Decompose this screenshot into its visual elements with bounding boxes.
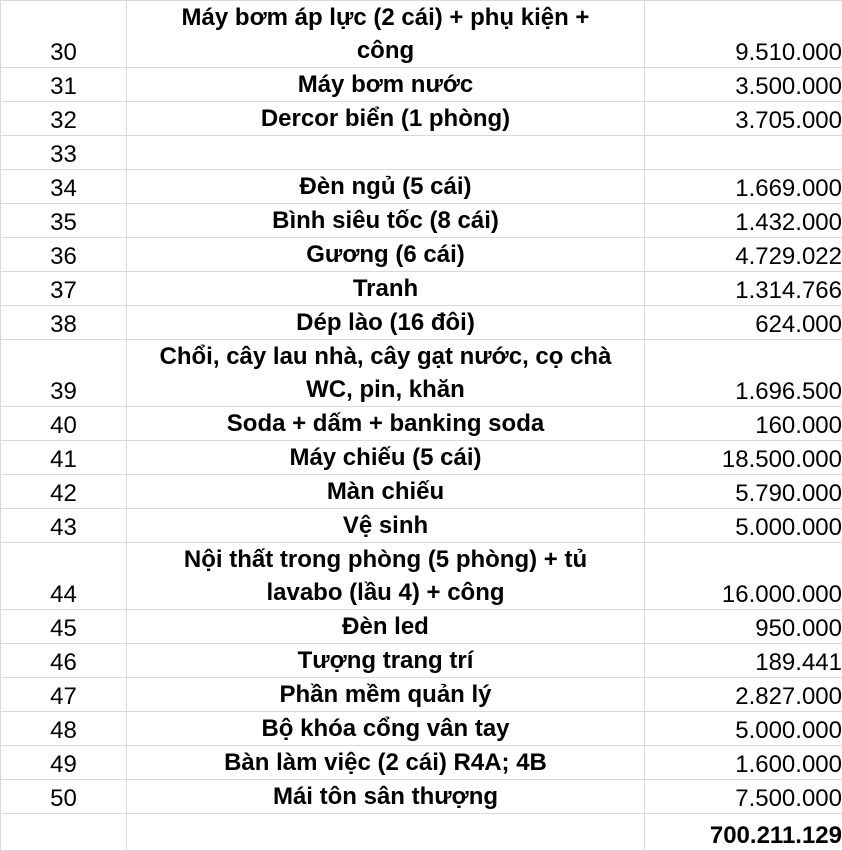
- table-row: [1, 306, 842, 340]
- table-body: [1, 1, 842, 851]
- item-text-line: WC, pin, khăn: [127, 373, 644, 406]
- item-text-line: Bộ khóa cổng vân tay: [127, 712, 644, 745]
- cell-row-number[interactable]: 35: [1, 204, 127, 238]
- cell-item-description[interactable]: [127, 102, 645, 136]
- cell-amount[interactable]: 1.432.000: [645, 204, 842, 238]
- cell-item-description[interactable]: [127, 678, 645, 712]
- cell-amount[interactable]: 3.705.000: [645, 102, 842, 136]
- cell-row-number[interactable]: 46: [1, 644, 127, 678]
- table-row: [1, 780, 842, 814]
- item-text-line: Bàn làm việc (2 cái) R4A; 4B: [127, 746, 644, 779]
- cell-amount[interactable]: 160.000: [645, 407, 842, 441]
- cell-item-description[interactable]: [127, 68, 645, 102]
- cell-amount[interactable]: 5.000.000: [645, 712, 842, 746]
- cell-amount[interactable]: 1.696.500: [645, 340, 842, 407]
- cell-item-description[interactable]: [127, 644, 645, 678]
- cell-row-number[interactable]: 49: [1, 746, 127, 780]
- item-text-line: Đèn ngủ (5 cái): [127, 170, 644, 203]
- cell-row-number[interactable]: 42: [1, 475, 127, 509]
- cell-item-description[interactable]: [127, 272, 645, 306]
- cell-amount[interactable]: 1.669.000: [645, 170, 842, 204]
- cell-row-number[interactable]: 45: [1, 610, 127, 644]
- item-text-line: Tượng trang trí: [127, 644, 644, 677]
- table-row: [1, 644, 842, 678]
- cell-item-description[interactable]: [127, 340, 645, 407]
- item-text-line: [127, 136, 644, 169]
- table-row: [1, 1, 842, 68]
- table-row: [1, 441, 842, 475]
- item-text-line: Dercor biển (1 phòng): [127, 102, 644, 135]
- item-text-line: Đèn led: [127, 610, 644, 643]
- cell-total-number[interactable]: [1, 814, 127, 851]
- cell-row-number[interactable]: 37: [1, 272, 127, 306]
- table-row: [1, 170, 842, 204]
- item-text-line: Chổi, cây lau nhà, cây gạt nước, cọ chà: [127, 340, 644, 373]
- cell-row-number[interactable]: 44: [1, 543, 127, 610]
- table-row: [1, 543, 842, 610]
- cell-amount[interactable]: 1.600.000: [645, 746, 842, 780]
- cell-amount[interactable]: 189.441: [645, 644, 842, 678]
- item-text-line: Máy chiếu (5 cái): [127, 441, 644, 474]
- table-row: [1, 407, 842, 441]
- item-text-line: lavabo (lầu 4) + công: [127, 576, 644, 609]
- cell-item-description[interactable]: [127, 1, 645, 68]
- cell-row-number[interactable]: 32: [1, 102, 127, 136]
- cell-item-description[interactable]: [127, 306, 645, 340]
- cell-item-description[interactable]: [127, 712, 645, 746]
- cell-row-number[interactable]: 33: [1, 136, 127, 170]
- table-row: [1, 746, 842, 780]
- total-row: [1, 814, 842, 851]
- cell-amount[interactable]: 18.500.000: [645, 441, 842, 475]
- cell-row-number[interactable]: 41: [1, 441, 127, 475]
- table-row: [1, 475, 842, 509]
- item-text-line: Màn chiếu: [127, 475, 644, 508]
- item-text-line: Soda + dấm + banking soda: [127, 407, 644, 440]
- cell-amount[interactable]: 3.500.000: [645, 68, 842, 102]
- table-row: [1, 509, 842, 543]
- table-row: [1, 272, 842, 306]
- table-row: [1, 340, 842, 407]
- table-row: [1, 204, 842, 238]
- item-text-line: Bình siêu tốc (8 cái): [127, 204, 644, 237]
- table-row: [1, 68, 842, 102]
- cell-amount[interactable]: 624.000: [645, 306, 842, 340]
- cell-total-amount[interactable]: 700.211.129: [645, 814, 842, 851]
- cell-row-number[interactable]: 40: [1, 407, 127, 441]
- item-text-line: Máy bơm nước: [127, 68, 644, 101]
- cell-item-description[interactable]: [127, 780, 645, 814]
- item-text-line: Vệ sinh: [127, 509, 644, 542]
- cell-amount[interactable]: [645, 136, 842, 170]
- item-text-line: Gương (6 cái): [127, 238, 644, 271]
- item-text-line: Tranh: [127, 272, 644, 305]
- cell-row-number[interactable]: 34: [1, 170, 127, 204]
- table-row: [1, 678, 842, 712]
- cell-row-number[interactable]: 30: [1, 1, 127, 68]
- table-row: [1, 102, 842, 136]
- cell-row-number[interactable]: 38: [1, 306, 127, 340]
- cell-item-description[interactable]: [127, 746, 645, 780]
- cell-amount[interactable]: 2.827.000: [645, 678, 842, 712]
- cell-row-number[interactable]: 48: [1, 712, 127, 746]
- cell-item-description[interactable]: [127, 441, 645, 475]
- cell-item-description[interactable]: [127, 543, 645, 610]
- table-row: [1, 238, 842, 272]
- cell-amount[interactable]: 5.790.000: [645, 475, 842, 509]
- cell-amount[interactable]: 16.000.000: [645, 543, 842, 610]
- item-text-line: Máy bơm áp lực (2 cái) + phụ kiện +: [127, 1, 644, 34]
- cell-item-description[interactable]: [127, 407, 645, 441]
- cell-item-description[interactable]: [127, 238, 645, 272]
- cell-row-number[interactable]: 47: [1, 678, 127, 712]
- table-row: [1, 610, 842, 644]
- table-row: [1, 712, 842, 746]
- cell-item-description[interactable]: [127, 136, 645, 170]
- cell-amount[interactable]: 950.000: [645, 610, 842, 644]
- cell-row-number[interactable]: 50: [1, 780, 127, 814]
- table-row: [1, 136, 842, 170]
- item-text-line: Phần mềm quản lý: [127, 678, 644, 711]
- item-text-line: công: [127, 34, 644, 67]
- cell-amount[interactable]: 7.500.000: [645, 780, 842, 814]
- cell-row-number[interactable]: 31: [1, 68, 127, 102]
- cell-total-label[interactable]: [127, 814, 645, 851]
- cell-row-number[interactable]: 43: [1, 509, 127, 543]
- cell-amount[interactable]: 4.729.022: [645, 238, 842, 272]
- cell-item-description[interactable]: [127, 475, 645, 509]
- cell-amount[interactable]: 5.000.000: [645, 509, 842, 543]
- item-text-line: Nội thất trong phòng (5 phòng) + tủ: [127, 543, 644, 576]
- cell-item-description[interactable]: [127, 610, 645, 644]
- item-text-line: Dép lào (16 đôi): [127, 306, 644, 339]
- item-text-line: Mái tôn sân thượng: [127, 780, 644, 813]
- cell-item-description[interactable]: [127, 509, 645, 543]
- cell-item-description[interactable]: [127, 170, 645, 204]
- cell-row-number[interactable]: 39: [1, 340, 127, 407]
- cell-item-description[interactable]: [127, 204, 645, 238]
- cell-amount[interactable]: 1.314.766: [645, 272, 842, 306]
- cell-amount[interactable]: 9.510.000: [645, 1, 842, 68]
- cell-row-number[interactable]: 36: [1, 238, 127, 272]
